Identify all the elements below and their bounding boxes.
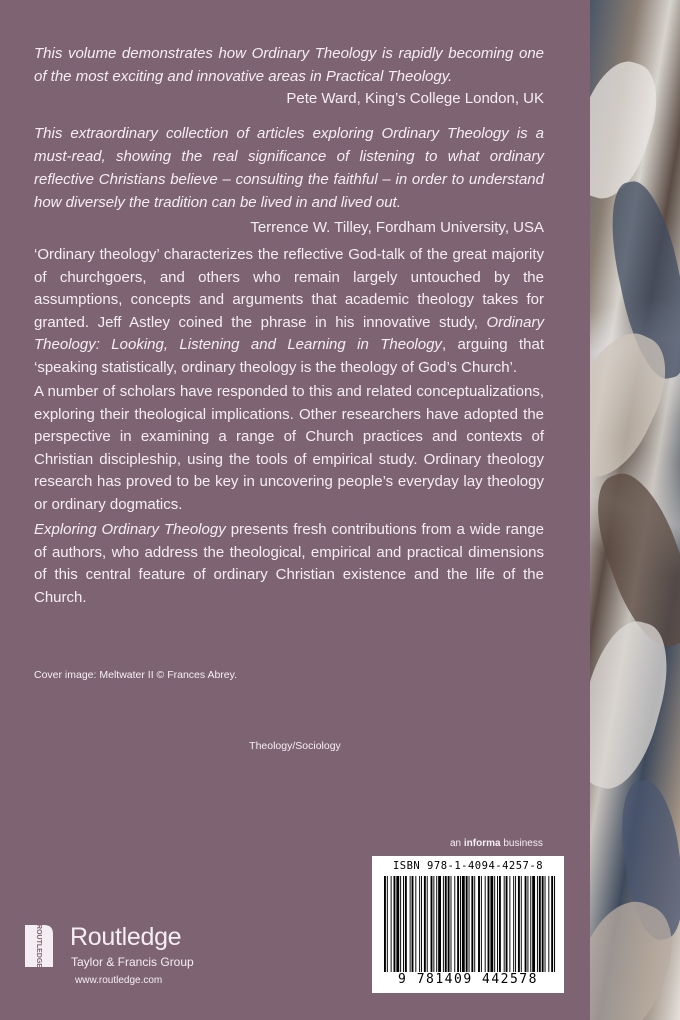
description-paragraph-3 <box>34 519 544 609</box>
informa-business-line: an informa business <box>450 838 543 849</box>
publisher-name: Routledge <box>70 923 182 951</box>
description-paragraph-1 <box>34 244 544 379</box>
para-1-text-b: , arguing that ‘speaking statistically, ordinary theology is the theology of God’s Church’. <box>34 336 544 376</box>
cover-painting-strip <box>590 0 680 1020</box>
para-1-book-title: Ordinary Theology: Looking, Listening and Learning in Theology <box>34 313 544 353</box>
quote-2 <box>34 122 544 239</box>
para-3-text: presents fresh contributions from a wide range of authors, who address the theological, empirical and practical dimensions of this central feature of ordinary Christian existence and the life of the Church. <box>34 521 545 606</box>
cover-image-credit: Cover image: Meltwater II © Frances Abrey. <box>34 669 238 681</box>
barcode-digits: 9 781409 442578 <box>398 972 538 987</box>
routledge-vertical-text: ROUTLEDGE <box>35 924 43 968</box>
barcode-bars <box>384 876 556 972</box>
para-3-book-title: Exploring Ordinary Theology <box>34 521 226 538</box>
quote-1-text: This volume demonstrates how Ordinary Theology is rapidly becoming one of the most exciting and innovative areas in Practical Theology. <box>34 45 544 85</box>
para-2-text: A number of scholars have responded to this and related conceptualizations, exploring their theological implications. Other researchers have adopted the perspective in examining a range of Church practices and contexts of Christian discipleship, using the tools of empirical study. Ordinary theology research has proved to be key in uncovering people’s everyday lay theology or ordinary dogmatics. <box>34 383 544 513</box>
description-paragraph-2 <box>34 381 544 516</box>
isbn-barcode <box>372 856 564 993</box>
publisher-group: Taylor & Francis Group <box>71 955 194 969</box>
para-1-text-a: ‘Ordinary theology’ characterizes the reflective God-talk of the great majority of churchgoers, and others who remain largely untouched by the assumptions, concepts and arguments that academic theology takes for granted. Jeff Astley coined the phrase in his innovative study, <box>34 246 544 331</box>
subject-category: Theology/Sociology <box>249 740 341 752</box>
quote-1 <box>34 42 544 110</box>
isbn-label: ISBN 978-1-4094-4257-8 <box>392 860 544 872</box>
quote-1-attribution: Pete Ward, King’s College London, UK <box>286 90 544 107</box>
publisher-url: www.routledge.com <box>75 975 163 986</box>
quote-2-attribution: Terrence W. Tilley, Fordham University, USA <box>250 219 544 236</box>
routledge-vertical-logo-icon <box>22 922 56 970</box>
quote-2-text: This extraordinary collection of articles exploring Ordinary Theology is a must-read, showing the real significance of listening to what ordinary reflective Christians believe – consulting the faithful – in order to understand how diversely the tradition can be lived in and lived out. <box>34 125 544 211</box>
informa-brand: informa <box>463 838 501 849</box>
